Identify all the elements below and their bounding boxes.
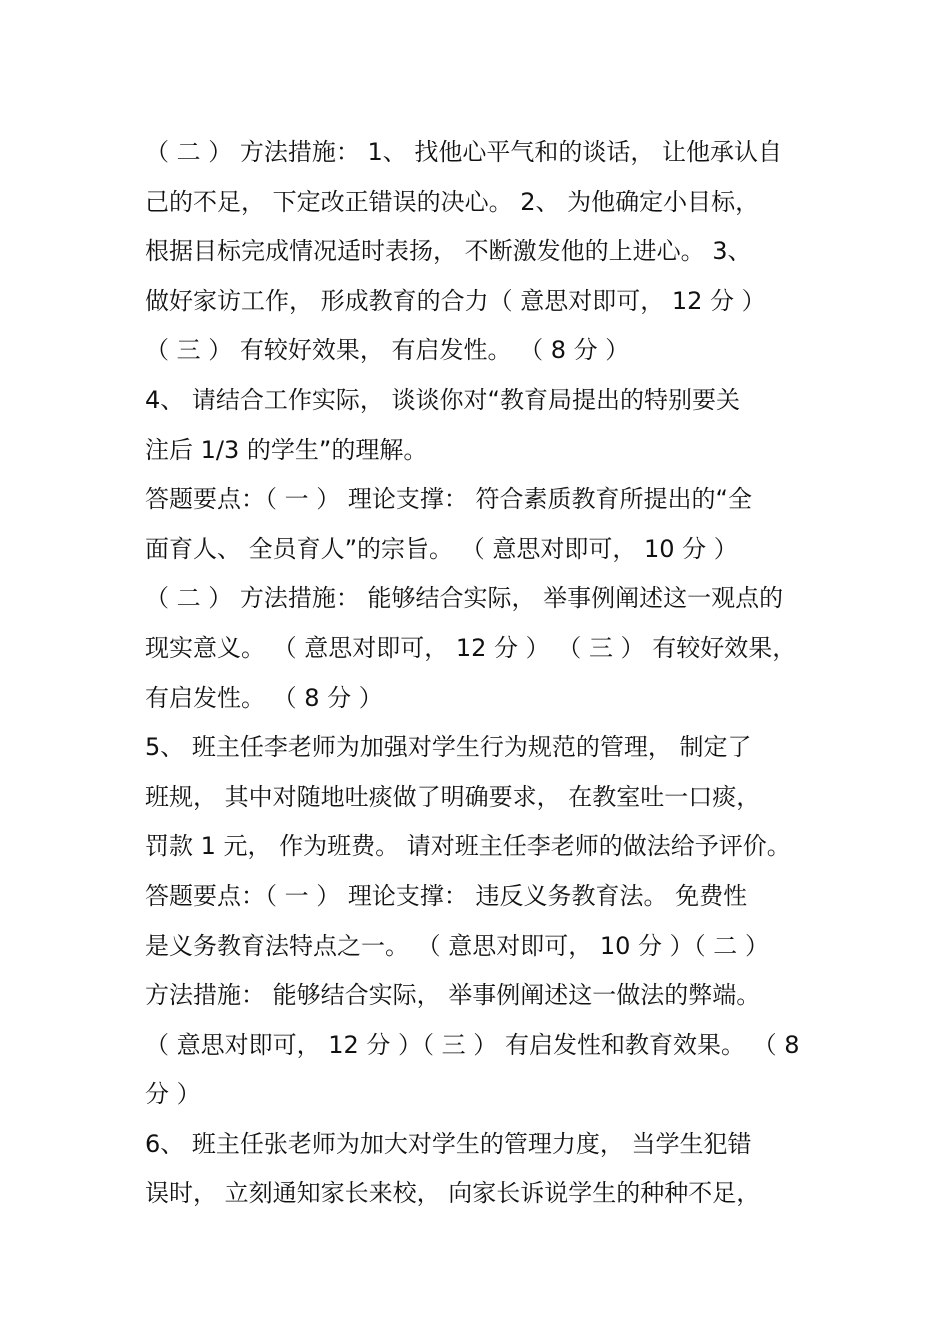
text-line: 方法措施： 能够结合实际， 举事例阐述这一做法的弊端。 <box>145 981 761 1010</box>
text-line: 现实意义。 （ 意思对即可， 12 分 ） （ 三 ） 有较好效果， <box>145 633 797 662</box>
question-5-line: 5、 班主任李老师为加强对学生行为规范的管理， 制定了 <box>145 733 752 762</box>
text-line: 注后 1/3 的学生”的理解。 <box>145 435 428 464</box>
text-line: （ 二 ） 方法措施： 1、 找他心平气和的谈话， 让他承认自 <box>145 138 783 166</box>
text-line: 班规， 其中对随地吐痰做了明确要求， 在教室吐一口痰， <box>145 782 761 811</box>
question-4-line: 4、 请结合工作实际， 谈谈你对“教育局提出的特别要关 <box>145 385 740 414</box>
question-6-line: 6、 班主任张老师为加大对学生的管理力度， 当学生犯错 <box>145 1129 752 1158</box>
answer-points-line: 答题要点：（ 一 ） 理论支撑： 符合素质教育所提出的“全 <box>145 485 752 514</box>
text-line: 做好家访工作， 形成教育的合力（ 意思对即可， 12 分 ） <box>145 286 766 315</box>
text-line: 有启发性。 （ 8 分 ） <box>145 683 383 712</box>
text-line: （ 三 ） 有较好效果， 有启发性。 （ 8 分 ） <box>145 336 630 365</box>
text-line: 是义务教育法特点之一。 （ 意思对即可， 10 分 ）（ 二 ） <box>145 931 769 960</box>
text-line: 面育人、 全员育人”的宗旨。 （ 意思对即可， 10 分 ） <box>145 534 738 563</box>
text-line: 分 ） <box>145 1080 201 1109</box>
text-line: 罚款 1 元， 作为班费。 请对班主任李老师的做法给予评价。 <box>145 832 791 861</box>
text-line: （ 意思对即可， 12 分 ）（ 三 ） 有启发性和教育效果。 （ 8 <box>145 1030 800 1059</box>
text-line: 己的不足， 下定改正错误的决心。 2、 为他确定小目标， <box>145 187 760 216</box>
text-line: 误时， 立刻通知家长来校， 向家长诉说学生的种种不足， <box>145 1179 761 1208</box>
text-line: 根据目标完成情况适时表扬， 不断激发他的上进心。 3、 <box>145 237 752 266</box>
text-line: （ 二 ） 方法措施： 能够结合实际， 举事例阐述这一观点的 <box>145 584 784 613</box>
document-body <box>145 128 810 1219</box>
answer-points-line: 答题要点：（ 一 ） 理论支撑： 违反义务教育法。 免费性 <box>145 881 748 910</box>
